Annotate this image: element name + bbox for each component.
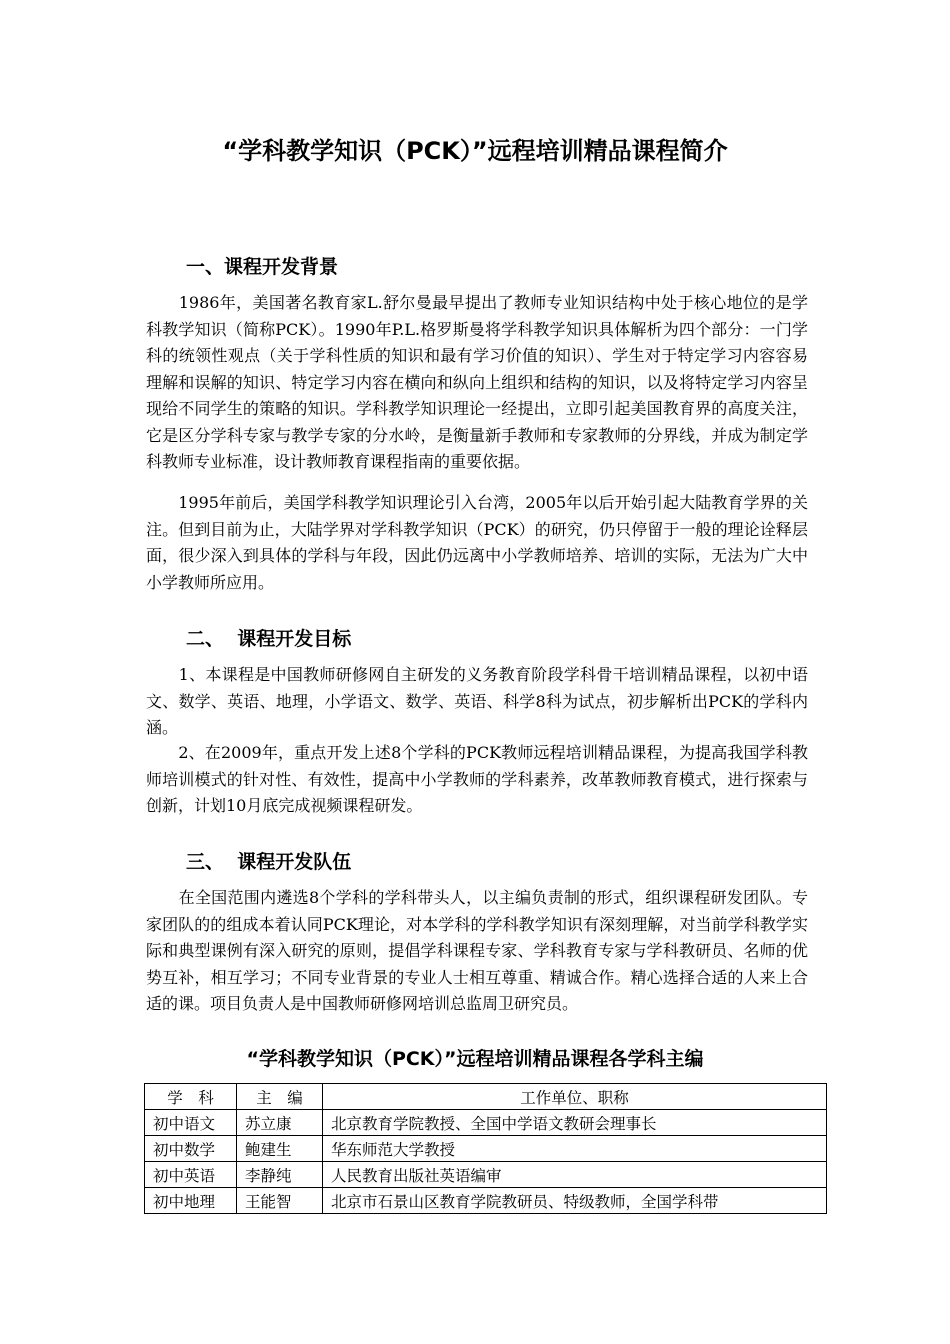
table-row xyxy=(145,1110,827,1136)
cell-affiliation: 人民教育出版社英语编审 xyxy=(323,1162,827,1188)
section-heading-goals: 二、 课程开发目标 xyxy=(186,628,352,650)
team-paragraph-1: 在全国范围内遴选8个学科的学科带头人，以主编负责制的形式，组织课程研发团队。专家团队的的组成本着认同PCK理论，对本学科的学科教学知识有深刻理解，对当前学科教学实际和典型课例有深入研究的原则，提倡学科课程专家、学科教育专家与学科教研员、名师的优势互补，相互学习；不同专业背景的专业人士相互尊重、精诚合作。精心选择合适的人来上合适的课。项目负责人是中国教师研修网培训总监周卫研究员。 xyxy=(146,888,808,1013)
goals-paragraph-1: 1、本课程是中国教师研修网自主研发的义务教育阶段学科骨干培训精品课程，以初中语文、数学、英语、地理，小学语文、数学、英语、科学8科为试点，初步解析出PCK的学科内涵。 xyxy=(146,665,808,737)
section-heading-team: 三、 课程开发队伍 xyxy=(186,851,352,873)
cell-subject: 初中语文 xyxy=(145,1110,237,1136)
goals-paragraph-2: 2、在2009年，重点开发上述8个学科的PCK教师远程培训精品课程，为提高我国学科教师培训模式的针对性、有效性，提高中小学教师的学科素养，改革教师教育模式，进行探索与创新，计划10月底完成视频课程研发。 xyxy=(146,743,808,815)
table-row xyxy=(145,1136,827,1162)
cell-editor: 苏立康 xyxy=(237,1110,323,1136)
cell-subject: 初中地理 xyxy=(145,1188,237,1214)
editors-table-title: “学科教学知识（PCK）”远程培训精品课程各学科主编 xyxy=(246,1048,704,1070)
cell-affiliation: 北京教育学院教授、全国中学语文教研会理事长 xyxy=(323,1110,827,1136)
background-paragraph-1: 1986年，美国著名教育家L.舒尔曼最早提出了教师专业知识结构中处于核心地位的是学科教学知识（简称PCK）。1990年P.L.格罗斯曼将学科教学知识具体解析为四个部分：一门学科的统领性观点（关于学科性质的知识和最有学习价值的知识）、学生对于特定学习内容容易理解和误解的知识、特定学习内容在横向和纵向上组织和结构的知识，以及将特定学习内容呈现给不同学生的策略的知识。学科教学知识理论一经提出，立即引起美国教育界的高度关注，它是区分学科专家与教学专家的分水岭，是衡量新手教师和专家教师的分界线，并成为制定学科教师专业标准，设计教师教育课程指南的重要依据。 xyxy=(146,293,808,471)
cell-subject: 初中数学 xyxy=(145,1136,237,1162)
cell-editor: 李静纯 xyxy=(237,1162,323,1188)
cell-editor: 王能智 xyxy=(237,1188,323,1214)
background-paragraph-2: 1995年前后，美国学科教学知识理论引入台湾，2005年以后开始引起大陆教育学界的关注。但到目前为止，大陆学界对学科教学知识（PCK）的研究，仍只停留于一般的理论诠释层面，很少深入到具体的学科与年段，因此仍远离中小学教师培养、培训的实际，无法为广大中小学教师所应用。 xyxy=(146,493,808,592)
header-editor: 主 编 xyxy=(237,1084,323,1110)
cell-affiliation: 华东师范大学教授 xyxy=(323,1136,827,1162)
table-row xyxy=(145,1188,827,1214)
header-subject: 学 科 xyxy=(145,1084,237,1110)
cell-affiliation: 北京市石景山区教育学院教研员、特级教师，全国学科带 xyxy=(323,1188,827,1214)
editors-table xyxy=(144,1083,827,1214)
cell-subject: 初中英语 xyxy=(145,1162,237,1188)
table-header-row xyxy=(145,1084,827,1110)
table-row xyxy=(145,1162,827,1188)
document-title: “学科教学知识（PCK）”远程培训精品课程简介 xyxy=(222,137,728,165)
header-affiliation: 工作单位、职称 xyxy=(323,1084,827,1110)
section-heading-background: 一、课程开发背景 xyxy=(186,256,339,278)
cell-editor: 鲍建生 xyxy=(237,1136,323,1162)
